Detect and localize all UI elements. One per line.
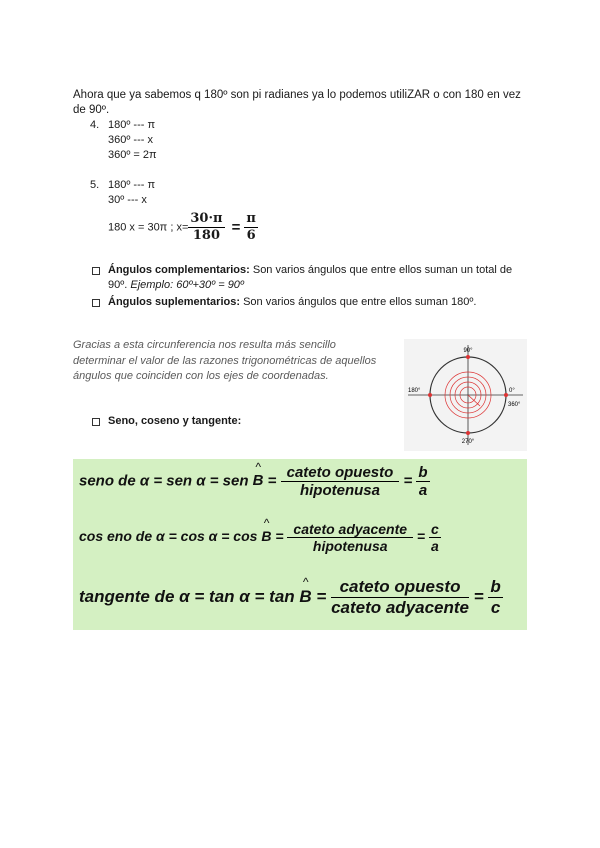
list-item-5: [90, 178, 390, 250]
unit-circle-figure: [404, 339, 527, 451]
equation-prefix: 180 x = 30π ; x=: [108, 221, 189, 234]
proportion-line: 180º --- π: [108, 119, 156, 131]
equation-row: [108, 211, 258, 244]
fraction: [429, 521, 441, 554]
denominator: 6: [246, 228, 256, 243]
formula-left: tangente de α = tan α = tan: [79, 586, 300, 606]
checkbox-bullet-icon: [92, 299, 100, 307]
denominator: 180: [192, 228, 221, 243]
circle-note: Gracias a esta circunferencia nos resulta más sencillo determinar el valor de las razones trigonométricas de aquellos ángulos que coinciden con los ejes de coordenadas.: [73, 339, 377, 382]
formula-seno: [79, 464, 430, 499]
angle-b: ^ B: [299, 587, 311, 607]
fraction: [331, 577, 469, 618]
bullet-title: Ángulos complementarios:: [108, 264, 250, 276]
fraction: [416, 464, 429, 499]
fraction: [287, 521, 413, 554]
numerator: b: [490, 577, 501, 596]
list-item-4: [90, 118, 290, 168]
proportion-line: 360º --- x: [108, 134, 153, 146]
proportion-line: 360º = 2π: [108, 149, 157, 161]
bullet-title: Ángulos suplementarios:: [108, 296, 241, 308]
numerator: cateto adyacente: [287, 521, 413, 538]
unit-circle-svg: [404, 339, 527, 451]
equals-sign: =: [403, 472, 417, 490]
fraction: [488, 577, 502, 618]
section-title: Seno, coseno y tangente:: [108, 415, 242, 427]
proportion-line: 180º --- π: [108, 179, 156, 191]
bullet-heading: [90, 414, 340, 429]
fraction: [244, 211, 258, 244]
list-number: 5.: [90, 179, 100, 191]
formula-left: cos eno de α = cos α = cos: [79, 528, 262, 545]
intro-paragraph: Ahora que ya sabemos q 180º son pi radianes ya lo podemos utiliZAR o con 180 en vez de 90º.: [73, 89, 521, 116]
numerator: cateto opuesto: [281, 464, 400, 482]
definitions-list: [90, 263, 530, 312]
bullet-suplementarios: [90, 295, 530, 310]
numerator: 30·π: [190, 211, 223, 226]
bullet-text: Son varios ángulos que entre ellos suman 180º.: [240, 296, 477, 308]
denominator: c: [490, 598, 501, 617]
denominator: hipotenusa: [299, 482, 380, 499]
denominator: cateto adyacente: [331, 598, 470, 617]
fraction: [188, 211, 224, 244]
equals-sign: =: [263, 472, 281, 490]
label-90: 90°: [463, 348, 473, 354]
equals-sign: =: [271, 528, 288, 545]
checkbox-bullet-icon: [92, 267, 100, 275]
label-360: 360°: [508, 402, 521, 408]
equals-sign: =: [311, 586, 332, 606]
section-heading: [90, 414, 340, 431]
list-number: 4.: [90, 119, 100, 131]
label-0: 0°: [509, 388, 515, 394]
denominator: a: [431, 538, 439, 554]
equals-sign: =: [231, 219, 241, 236]
numerator: c: [431, 521, 439, 537]
bullet-complementarios: [90, 263, 530, 293]
bullet-text: Son varios ángulos que entre ellos suman un total de 90º.: [108, 264, 513, 291]
bullet-example: Ejemplo: 60º+30º = 90º: [127, 279, 244, 291]
fraction: [281, 464, 400, 499]
angle-b: ^ B: [253, 472, 264, 489]
formula-left: seno de α = sen α = sen: [79, 472, 253, 490]
numerator: b: [418, 464, 428, 481]
checkbox-bullet-icon: [92, 418, 100, 426]
denominator: hipotenusa: [312, 538, 388, 554]
label-270: 270°: [461, 439, 475, 445]
numerator: π: [246, 211, 256, 226]
equals-sign: =: [473, 586, 489, 606]
equals-sign: =: [416, 528, 429, 545]
label-180: 180°: [408, 388, 421, 394]
proportion-line: 30º --- x: [108, 194, 147, 206]
numerator: cateto opuesto: [331, 577, 469, 598]
denominator: a: [418, 482, 428, 499]
formula-tangente: [79, 577, 503, 618]
formula-coseno: [79, 521, 441, 554]
formulas-box: [73, 459, 527, 630]
angle-b: ^ B: [261, 528, 271, 544]
